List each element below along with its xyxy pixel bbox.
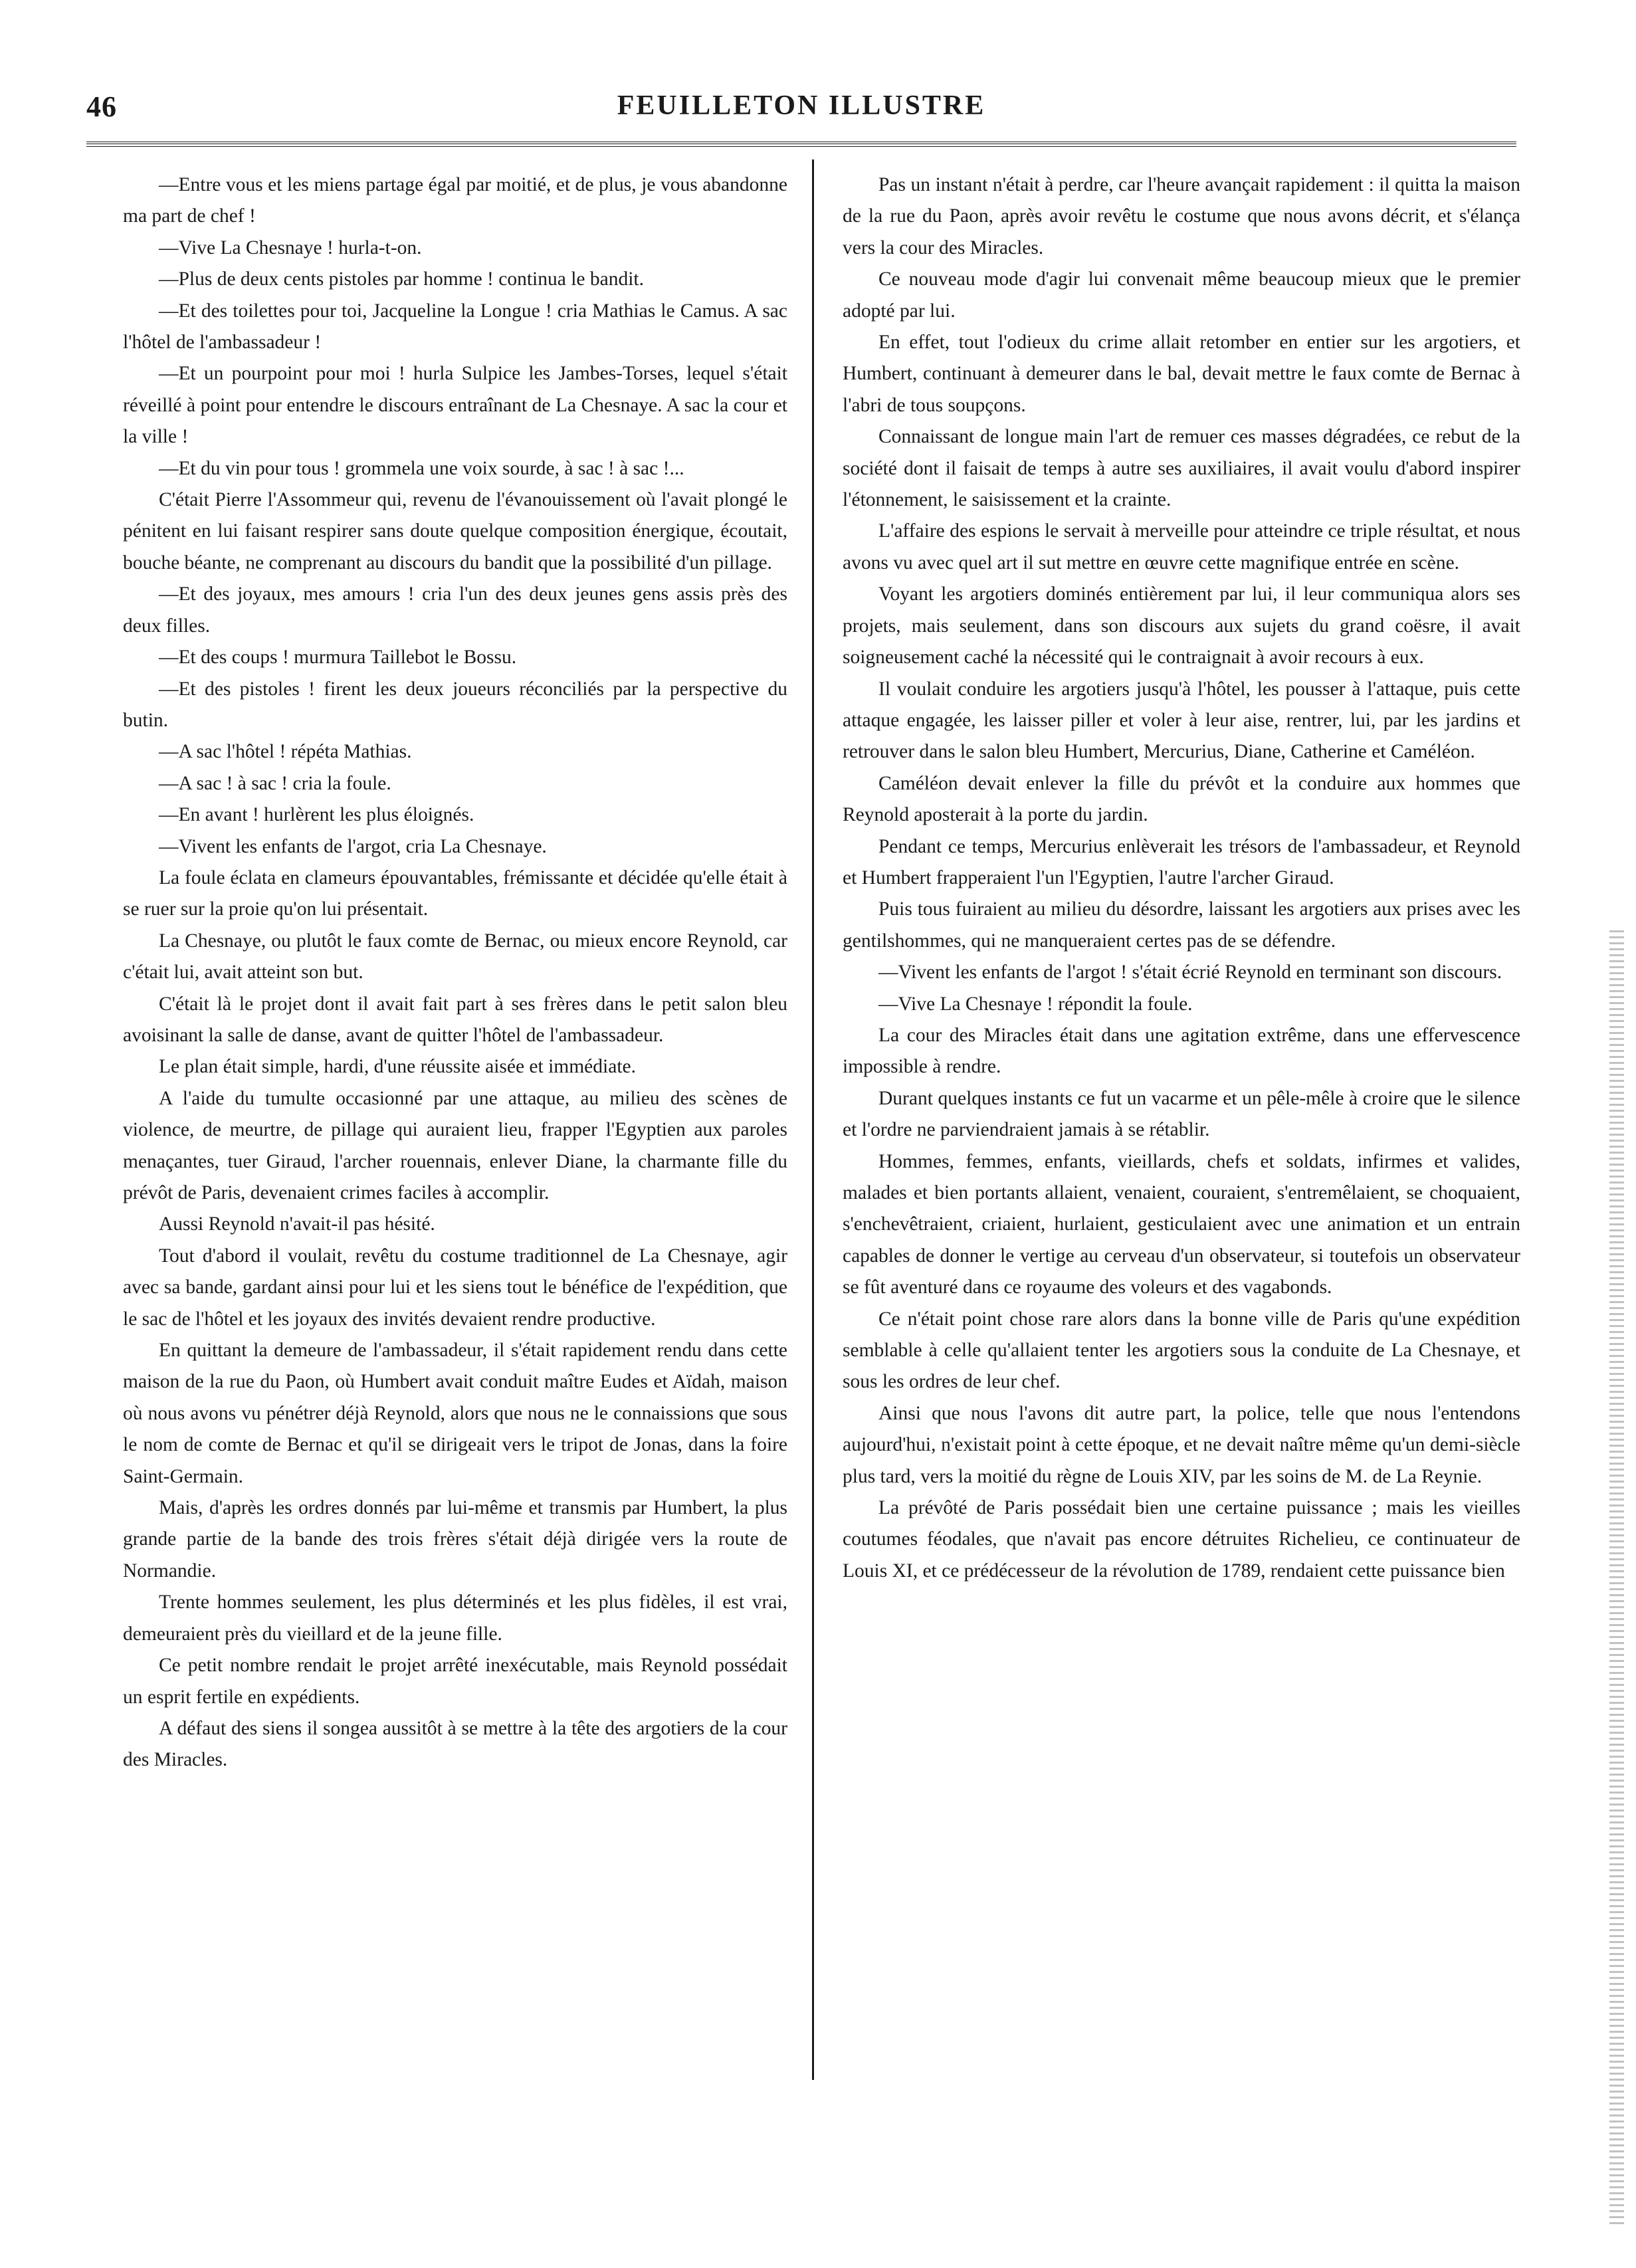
paragraph: La foule éclata en clameurs épouvantables, frémissante et décidée qu'elle était à se ruer sur la proie qu'on lui présentait.: [123, 867, 787, 920]
header-rule: [86, 142, 1516, 147]
paragraph: Connaissant de longue main l'art de remuer ces masses dégradées, ce rebut de la société dont il faisait de temps à autre ses auxiliaires, il avait voulu d'abord inspirer l'étonnement, le saisissement et la crainte.: [843, 426, 1520, 511]
paragraph: —Vive La Chesnaye ! répondit la foule.: [878, 993, 1193, 1015]
paragraph: —Et des joyaux, mes amours ! cria l'un des deux jeunes gens assis près des deux filles.: [123, 583, 787, 637]
paragraph: Voyant les argotiers dominés entièrement par lui, il leur communiqua alors ses projets, mais seulement, dans son discours aux sujets du grand coësre, il avait soigneusement caché la nécessité qui le contraignait à avoir recours à eux.: [843, 583, 1520, 669]
paragraph: —Entre vous et les miens partage égal par moitié, et de plus, je vous abandonne ma part de chef !: [123, 174, 787, 227]
paragraph: —En avant ! hurlèrent les plus éloignés.: [159, 804, 474, 826]
binding-edge-strip: [1609, 930, 1624, 2226]
paragraph: —Vive La Chesnaye ! hurla-t-on.: [159, 237, 422, 258]
paragraph: Hommes, femmes, enfants, vieillards, chefs et soldats, infirmes et valides, malades et bien portants allaient, venaient, couraient, s'entremêlaient, se choquaient, s'enchevêtraient, criaient, hurlaient, gesticulaient avec une animation et un entrain capables de donner le vertige au cerveau d'un observateur, si toutefois un observateur se fût aventuré dans ce royaume des voleurs et des vagabonds.: [843, 1150, 1520, 1298]
paragraph: —A sac ! à sac ! cria la foule.: [159, 772, 391, 794]
paragraph: Pas un instant n'était à perdre, car l'heure avançait rapidement : il quitta la maison de la rue du Paon, après avoir revêtu le costume que nous avons décrit, et s'élança vers la cour des Miracles.: [843, 174, 1520, 258]
page-number: 46: [86, 90, 117, 123]
paragraph: La cour des Miracles était dans une agitation extrême, dans une effervescence impossible à rendre.: [843, 1024, 1520, 1078]
paragraph: —Plus de deux cents pistoles par homme ! continua le bandit.: [159, 268, 644, 290]
paragraph: La prévôté de Paris possédait bien une certaine puissance ; mais les vieilles coutumes féodales, que n'avait pas encore détruites Richelieu, ce continuateur de Louis XI, et ce prédécesseur de la révolution de 1789, rendaient cette puissance bien: [843, 1497, 1520, 1582]
paragraph: Mais, d'après les ordres donnés par lui-même et transmis par Humbert, la plus grande partie de la bande des trois frères s'était déjà dirigée vers la route de Normandie.: [123, 1497, 787, 1582]
paragraph: —Et du vin pour tous ! grommela une voix sourde, à sac ! à sac !...: [159, 457, 684, 479]
paragraph: A l'aide du tumulte occasionné par une attaque, au milieu des scènes de violence, de meurtre, de pillage qui auraient lieu, frapper l'Egyptien aux paroles menaçantes, tuer Giraud, l'archer rouennais, enlever Diane, la charmante fille du prévôt de Paris, devenaient crimes faciles à accomplir.: [123, 1087, 787, 1203]
paragraph: —A sac l'hôtel ! répéta Mathias.: [159, 741, 412, 763]
paragraph: En quittant la demeure de l'ambassadeur, il s'était rapidement rendu dans cette maison de la rue du Paon, où Humbert avait conduit maître Eudes et Aïdah, maison où nous avons vu pénétrer déjà Reynold, alors que nous ne le connaissions que sous le nom de comte de Bernac et qu'il se dirigeait vers le tripot de Jonas, dans la foire Saint-Germain.: [123, 1340, 787, 1487]
paragraph: L'affaire des espions le servait à merveille pour atteindre ce triple résultat, et nous avons vu avec quel art il sut mettre en œuvre cette magnifique entrée en scène.: [843, 520, 1520, 573]
paragraph: Caméléon devait enlever la fille du prévôt et la conduire aux hommes que Reynold aposterait à la porte du jardin.: [843, 772, 1520, 826]
paragraph: Le plan était simple, hardi, d'une réussite aisée et immédiate.: [159, 1056, 636, 1078]
page-header: [86, 90, 1516, 136]
paragraph: Durant quelques instants ce fut un vacarme et un pêle-mêle à croire que le silence et l'ordre ne parviendraient jamais à se rétablir.: [843, 1087, 1520, 1141]
paragraph: —Vivent les enfants de l'argot, cria La Chesnaye.: [159, 835, 547, 857]
paragraph: —Vivent les enfants de l'argot ! s'était écrié Reynold en terminant son discours.: [878, 962, 1502, 983]
paragraph: —Et des coups ! murmura Taillebot le Bossu.: [159, 647, 517, 669]
left-column: [123, 169, 787, 1776]
paragraph: Il voulait conduire les argotiers jusqu'à l'hôtel, les pousser à l'attaque, puis cette attaque engagée, les laisser piller et voler à leur aise, rentrer, lui, par les jardins et retrouver dans le salon bleu Humbert, Mercurius, Diane, Catherine et Caméléon.: [843, 678, 1520, 763]
paragraph: C'était Pierre l'Assommeur qui, revenu de l'évanouissement où l'avait plongé le pénitent en lui faisant respirer sans doute quelque composition énergique, écoutait, bouche béante, ne comprenant au discours du bandit que la possibilité d'un pillage.: [123, 489, 787, 573]
paragraph: —Et un pourpoint pour moi ! hurla Sulpice les Jambes-Torses, lequel s'était réveillé à point pour entendre le discours entraînant de La Chesnaye. A sac la cour et la ville !: [123, 363, 787, 448]
paragraph: Puis tous fuiraient au milieu du désordre, laissant les argotiers aux prises avec les gentilshommes, qui ne manqueraient certes pas de se défendre.: [843, 898, 1520, 952]
running-title: FEUILLETON ILLUSTRE: [617, 90, 986, 121]
paragraph: Aussi Reynold n'avait-il pas hésité.: [159, 1213, 435, 1235]
paragraph: Ainsi que nous l'avons dit autre part, la police, telle que nous l'entendons aujourd'hui, n'existait point à cette époque, et ne devait naître même qu'un demi-siècle plus tard, vers la moitié du règne de Louis XIV, par les soins de M. de La Reynie.: [843, 1402, 1520, 1487]
column-divider: [812, 159, 814, 2080]
paragraph: A défaut des siens il songea aussitôt à se mettre à la tête des argotiers de la cour des Miracles.: [123, 1717, 787, 1771]
paragraph: Pendant ce temps, Mercurius enlèverait les trésors de l'ambassadeur, et Reynold et Humbert frapperaient l'un l'Egyptien, l'autre l'archer Giraud.: [843, 835, 1520, 888]
paragraph: Ce n'était point chose rare alors dans la bonne ville de Paris qu'une expédition semblable à celle qu'allaient tenter les argotiers sous la conduite de La Chesnaye, et sous les ordres de leur chef.: [843, 1308, 1520, 1393]
paragraph: La Chesnaye, ou plutôt le faux comte de Bernac, ou mieux encore Reynold, car c'était lui, avait atteint son but.: [123, 930, 787, 983]
paragraph: Trente hommes seulement, les plus déterminés et les plus fidèles, il est vrai, demeuraient près du vieillard et de la jeune fille.: [123, 1592, 787, 1645]
paragraph: Ce nouveau mode d'agir lui convenait même beaucoup mieux que le premier adopté par lui.: [843, 268, 1520, 322]
paragraph: —Et des toilettes pour toi, Jacqueline la Longue ! cria Mathias le Camus. A sac l'hôtel de l'ambassadeur !: [123, 300, 787, 354]
right-column: [843, 169, 1520, 1587]
paragraph: —Et des pistoles ! firent les deux joueurs réconciliés par la perspective du butin.: [123, 678, 787, 731]
paragraph: En effet, tout l'odieux du crime allait retomber en entier sur les argotiers, et Humbert, continuant à demeurer dans le bal, devait mettre le faux comte de Bernac à l'abri de tous soupçons.: [843, 332, 1520, 416]
paragraph: Ce petit nombre rendait le projet arrêté inexécutable, mais Reynold possédait un esprit fertile en expédients.: [123, 1655, 787, 1708]
paragraph: Tout d'abord il voulait, revêtu du costume traditionnel de La Chesnaye, agir avec sa bande, gardant ainsi pour lui et les siens tout le bénéfice de l'expédition, que le sac de l'hôtel et les joyaux des invités devaient rendre productive.: [123, 1245, 787, 1330]
paragraph: C'était là le projet dont il avait fait part à ses frères dans le petit salon bleu avoisinant la salle de danse, avant de quitter l'hôtel de l'ambassadeur.: [123, 993, 787, 1046]
